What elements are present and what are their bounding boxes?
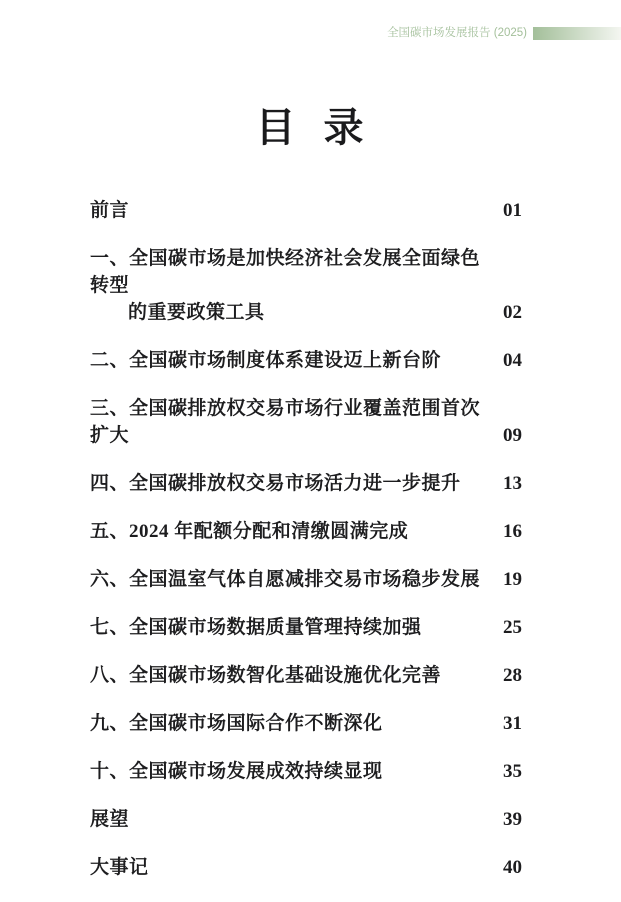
toc-entry[interactable] [90, 347, 522, 374]
report-title: 全国碳市场发展报告 (2025) [387, 27, 527, 39]
toc-entry-page: 02 [503, 302, 522, 323]
toc-entry-title: 八、全国碳市场数智化基础设施优化完善 [90, 665, 442, 686]
toc-entry-label [90, 854, 149, 881]
toc-entry-title: 六、全国温室气体自愿减排交易市场稳步发展 [90, 569, 481, 590]
toc-entry[interactable] [90, 662, 522, 689]
toc-entry-label [90, 806, 129, 833]
page-header [0, 26, 621, 41]
toc-entry-label [90, 614, 422, 641]
toc-entry-page: 04 [503, 350, 522, 371]
toc-entry-page: 35 [503, 761, 522, 782]
toc-entry[interactable] [90, 197, 522, 224]
toc-entry[interactable] [90, 710, 522, 737]
toc-entry-page: 01 [503, 200, 522, 221]
toc-entry[interactable] [90, 245, 522, 326]
toc-entry-page: 39 [503, 809, 522, 830]
toc-list [90, 197, 522, 902]
header-accent-bar [533, 27, 621, 40]
toc-entry-page: 19 [503, 569, 522, 590]
toc-entry[interactable] [90, 854, 522, 881]
toc-entry-title: 九、全国碳市场国际合作不断深化 [90, 713, 383, 734]
toc-entry-title: 一、全国碳市场是加快经济社会发展全面绿色转型 [90, 248, 481, 296]
toc-entry-title: 十、全国碳市场发展成效持续显现 [90, 761, 383, 782]
toc-entry-label [90, 197, 129, 224]
toc-entry-label [90, 662, 441, 689]
toc-entry-title: 七、全国碳市场数据质量管理持续加强 [90, 617, 422, 638]
toc-entry-label [90, 758, 383, 785]
toc-entry-title: 四、全国碳排放权交易市场活力进一步提升 [90, 473, 461, 494]
toc-entry-label [90, 518, 408, 545]
page-title: 目 录 [255, 105, 366, 150]
toc-entry[interactable] [90, 758, 522, 785]
toc-entry-label [90, 245, 491, 326]
toc-entry-label [90, 470, 461, 497]
toc-entry-page: 16 [503, 521, 522, 542]
toc-entry-title: 五、2024 年配额分配和清缴圆满完成 [90, 521, 409, 542]
toc-entry-title: 前言 [90, 200, 130, 221]
toc-entry-title-line2: 的重要政策工具 [128, 302, 265, 323]
toc-entry-title: 二、全国碳市场制度体系建设迈上新台阶 [90, 350, 442, 371]
toc-entry-page: 28 [503, 665, 522, 686]
toc-entry-page: 40 [503, 857, 522, 878]
toc-entry-label [90, 395, 491, 449]
toc-entry-label [90, 347, 441, 374]
toc-entry-page: 31 [503, 713, 522, 734]
toc-entry-title: 三、全国碳排放权交易市场行业覆盖范围首次扩大 [90, 398, 481, 446]
toc-entry[interactable] [90, 806, 522, 833]
toc-entry[interactable] [90, 614, 522, 641]
toc-entry[interactable] [90, 566, 522, 593]
toc-entry-page: 25 [503, 617, 522, 638]
toc-entry[interactable] [90, 395, 522, 449]
toc-entry-label [90, 566, 480, 593]
toc-entry[interactable] [90, 518, 522, 545]
toc-entry-page: 13 [503, 473, 522, 494]
toc-entry-title: 大事记 [90, 857, 149, 878]
toc-entry-page: 09 [503, 425, 522, 446]
toc-entry[interactable] [90, 470, 522, 497]
toc-entry-title: 展望 [90, 809, 130, 830]
toc-entry-label [90, 710, 383, 737]
